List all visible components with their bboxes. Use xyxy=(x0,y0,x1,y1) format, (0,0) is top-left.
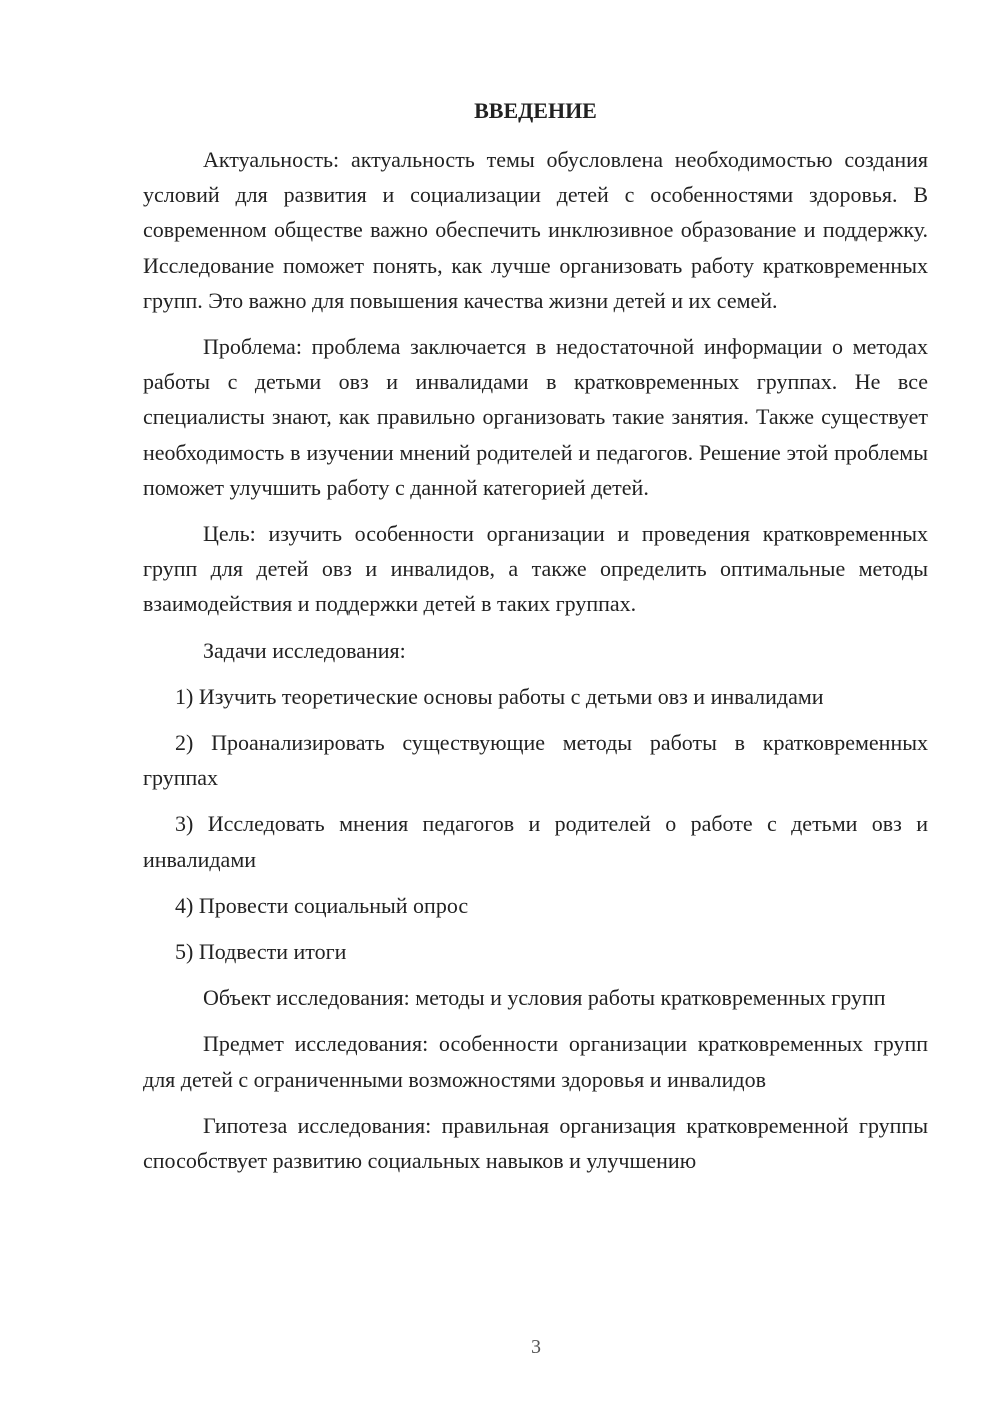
paragraph-relevance: Актуальность: актуальность темы обусловлена необходимостью создания условий для развития и социализации детей с особенностями здоровья. В современном обществе важно обеспечить инклюзивное образование и поддержку. Исследование поможет понять, как лучше организовать работу кратковременных групп. Это важно для повышения качества жизни детей и их семей. xyxy=(143,147,928,313)
task-item-1: 1) Изучить теоретические основы работы с детьми овз и инвалидами xyxy=(175,683,824,709)
paragraph-tasks-heading: Задачи исследования: xyxy=(203,637,406,663)
paragraph-goal: Цель: изучить особенности организации и проведения кратковременных групп для детей овз и инвалидов, а также определить оптимальные методы взаимодействия и поддержки детей в таких группах. xyxy=(143,521,928,617)
paragraph-hypothesis: Гипотеза исследования: правильная организация кратковременной группы способствует развитию социальных навыков и улучшению xyxy=(143,1112,928,1174)
paragraph-subject: Предмет исследования: особенности организации кратковременных групп для детей с ограниченными возможностями здоровья и инвалидов xyxy=(143,1031,928,1092)
task-item-5: 5) Подвести итоги xyxy=(175,939,347,965)
paragraph-problem: Проблема: проблема заключается в недостаточной информации о методах работы с детьми овз и инвалидами в кратковременных группах. Не все специалисты знают, как правильно организовать такие занятия. Также существует необходимость в изучении мнений родителей и педагогов. Решение этой проблемы поможет улучшить работу с данной категорией детей. xyxy=(143,334,928,500)
paragraph-object: Объект исследования: методы и условия работы кратковременных групп xyxy=(203,985,886,1011)
task-item-3: 3) Исследовать мнения педагогов и родителей о работе с детьми овз и инвалидами xyxy=(143,811,928,872)
page-title: ВВЕДЕНИЕ xyxy=(474,98,597,123)
page-number: 3 xyxy=(531,1336,541,1358)
task-item-2: 2) Проанализировать существующие методы работы в кратковременных группах xyxy=(143,730,928,791)
task-item-4: 4) Провести социальный опрос xyxy=(175,892,469,918)
document-body xyxy=(143,142,928,1189)
